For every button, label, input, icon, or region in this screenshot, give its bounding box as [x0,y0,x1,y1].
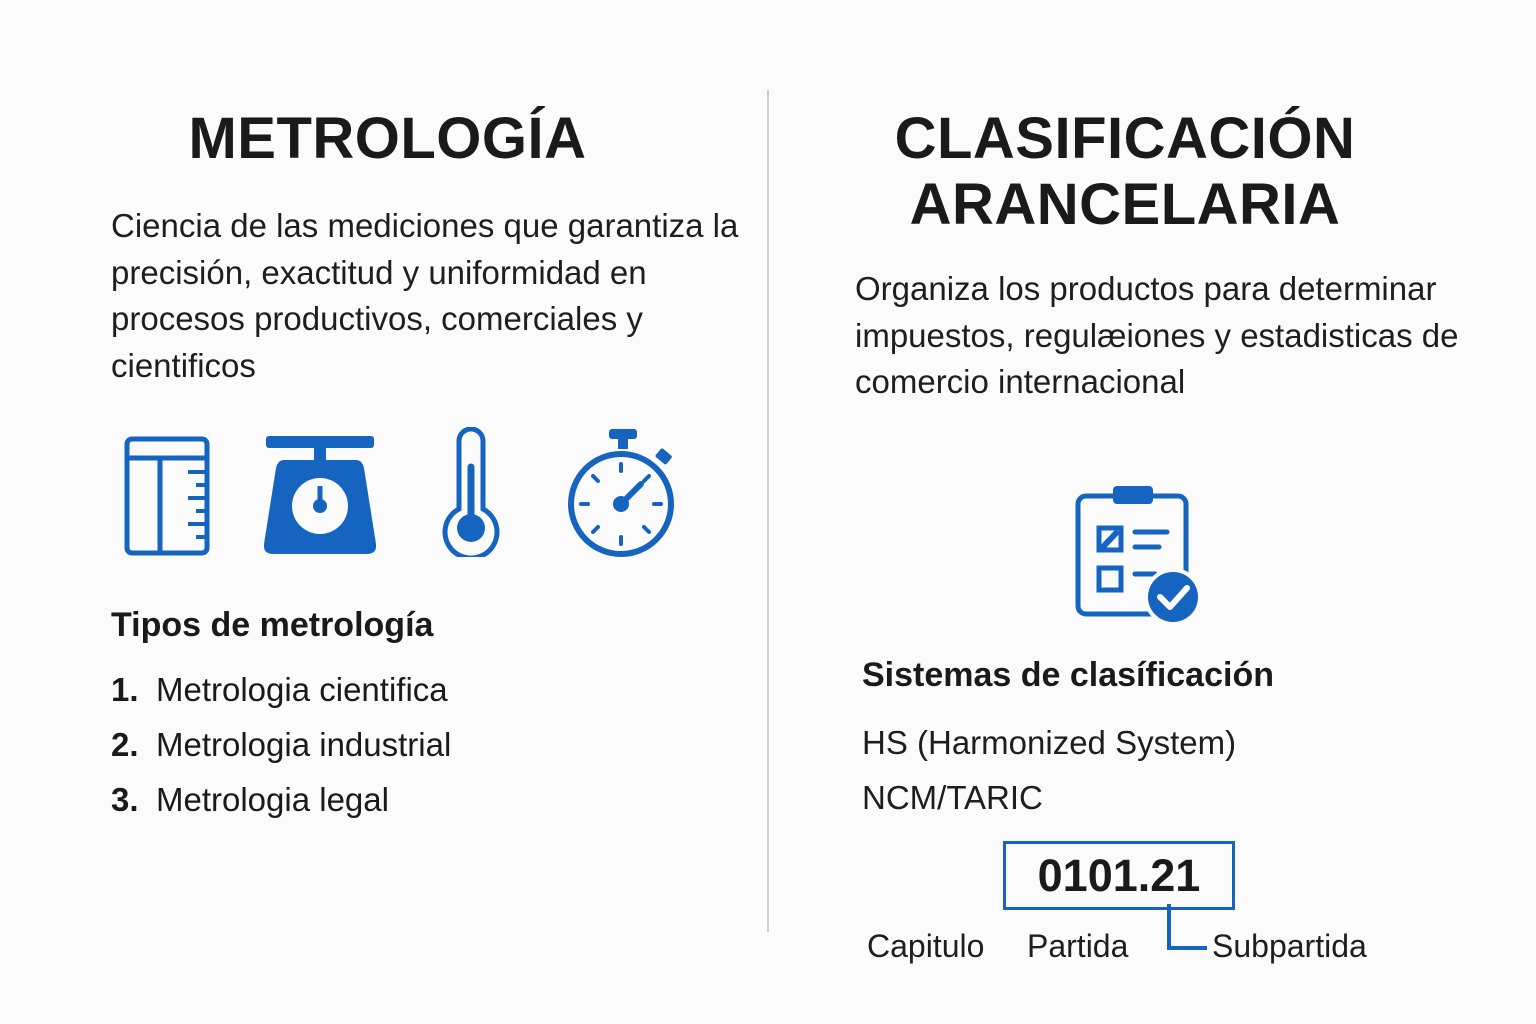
types-heading: Tipos de metrología [111,606,434,644]
scale-icon [264,436,376,556]
clipboard-check-icon [1075,484,1205,624]
column-divider [767,90,769,932]
ruler-icon [124,436,210,556]
tariff-code-box: 0101.21 [1003,841,1235,910]
list-label: Metrologia industrial [156,726,452,763]
list-item [111,666,451,721]
list-label: Metrologia legal [156,781,389,818]
list-number: 3. [111,781,139,818]
thermometer-icon [440,427,502,557]
subheading-connector [1163,904,1209,954]
list-item [111,776,451,831]
types-list [111,666,451,831]
metrology-title: METROLOGÍA [188,106,587,171]
label-subheading: Subpartida [1212,928,1367,964]
system-hs: HS (Harmonized System) [862,724,1237,761]
tariff-description: Organiza los productos para determinar impuestos, regulæiones y estadisticas de comercio internacional [855,270,1459,400]
tariff-title: CLASIFICACIÓN ARANCELARIA [894,106,1356,237]
list-item [111,721,451,776]
list-number: 1. [111,671,139,708]
systems-heading: Sistemas de clasíficación [862,656,1274,694]
label-heading: Partida [1027,928,1129,964]
list-label: Metrologia cientifica [156,671,448,708]
list-number: 2. [111,726,139,763]
stopwatch-icon [565,427,681,559]
system-ncm-taric: NCM/TARIC [862,779,1043,816]
metrology-description: Ciencia de las mediciones que garantiza la precisión, exactitud y uniformidad en procesos productivos, comerciales y cientificos [111,207,739,384]
label-chapter: Capitulo [867,928,985,964]
